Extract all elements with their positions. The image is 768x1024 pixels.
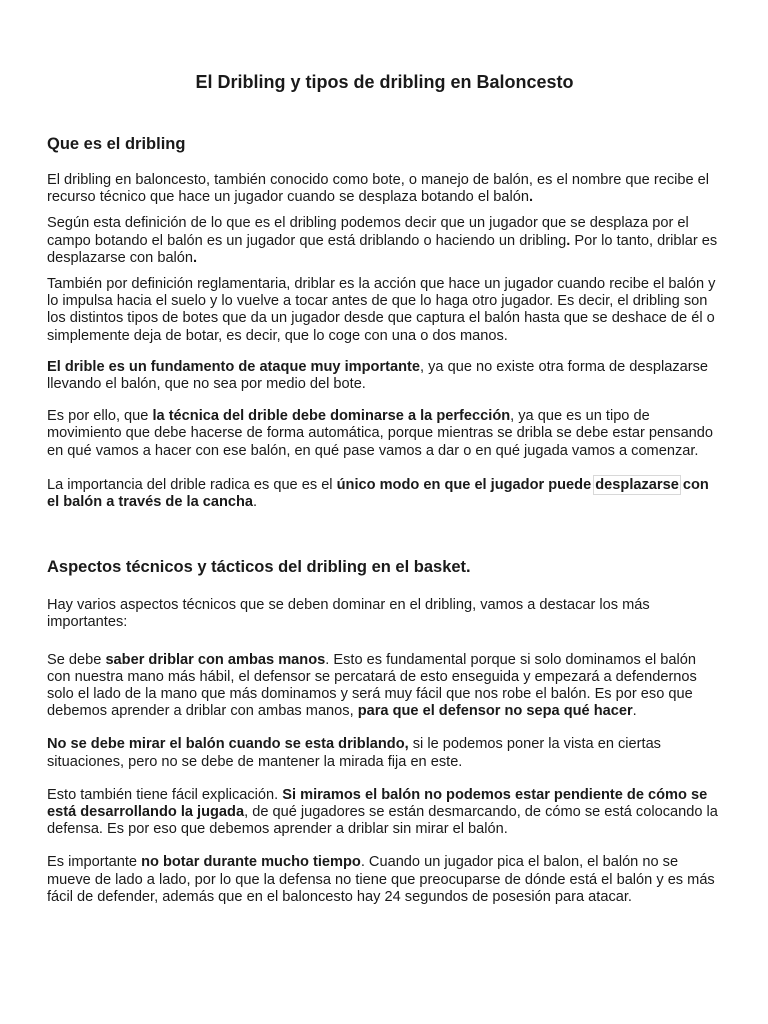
- paragraph: No se debe mirar el balón cuando se esta driblando, si le podemos poner la vista en ciertas situaciones, pero no se debe de mantener la mirada fija en este.: [47, 736, 661, 770]
- paragraph: Se debe saber driblar con ambas manos. Esto es fundamental porque si solo dominamos el balón con nuestra mano más hábil, el defensor se percatará de esto enseguida y empezará a defendernos solo el lado de la mano que más dominamos y será muy fácil que nos robe el balón. Es por eso que debemos aprender a driblar con ambas manos, para que el defensor no sepa qué hacer.: [47, 651, 697, 720]
- section-heading-que-es: Que es el dribling: [47, 135, 186, 153]
- paragraph: Hay varios aspectos técnicos que se deben dominar en el dribling, vamos a destacar los más importantes:: [47, 597, 650, 631]
- paragraph: Es importante no botar durante mucho tiempo. Cuando un jugador pica el balon, el balón no se mueve de lado a lado, por lo que la defensa no tiene que preocuparse de dónde está el balón y es más fácil de defender, además que en el baloncesto hay 24 segundos de posesión para atacar.: [47, 854, 715, 905]
- paragraph: El dribling en baloncesto, también conocido como bote, o manejo de balón, es el nombre que recibe el recurso técnico que hace un jugador cuando se desplaza botando el balón.: [47, 172, 709, 206]
- paragraph: Es por ello, que la técnica del drible debe dominarse a la perfección, ya que es un tipo de movimiento que debe hacerse de forma automática, porque mientras se dribla se debe estar pensando en qué vamos a hacer con ese balón, en qué pase vamos a dar o en qué jugada vamos a comenzar.: [47, 408, 714, 459]
- document-title: El Dribling y tipos de dribling en Baloncesto: [195, 72, 574, 92]
- paragraph: Esto también tiene fácil explicación. Si miramos el balón no podemos estar pendiente de cómo se está desarrollando la jugada, de qué jugadores se están desmarcando, de cómo se está colocando la defensa. Es por eso que debemos aprender a driblar sin mirar el balón.: [47, 786, 718, 838]
- section-heading-aspectos: Aspectos técnicos y tácticos del dribling en el basket.: [47, 558, 471, 577]
- paragraph: El drible es un fundamento de ataque muy importante, ya que no existe otra forma de desplazarse llevando el balón, que no sea por medio del bote.: [47, 358, 708, 393]
- paragraph: También por definición reglamentaria, driblar es la acción que hace un jugador cuando recibe el balón y lo impulsa hacia el suelo y lo vuelve a tocar antes de que lo haga otro jugador. Es decir, el dribling son los distintos tipos de botes que da un jugador desde que captura el balón hasta que se deshace de él o simplemente deja de botar, es decir, que lo coge con una o dos manos.: [47, 276, 716, 344]
- paragraph: Según esta definición de lo que es el dribling podemos decir que un jugador que se desplaza por el campo botando el balón es un jugador que está driblando o haciendo un dribling. Por lo tanto, driblar es desplazarse con balón.: [47, 215, 718, 266]
- paragraph: La importancia del drible radica es que es el único modo en que el jugador puede desplazarse con el balón a través de la cancha.: [47, 476, 709, 511]
- highlighted-word: desplazarse: [595, 476, 679, 493]
